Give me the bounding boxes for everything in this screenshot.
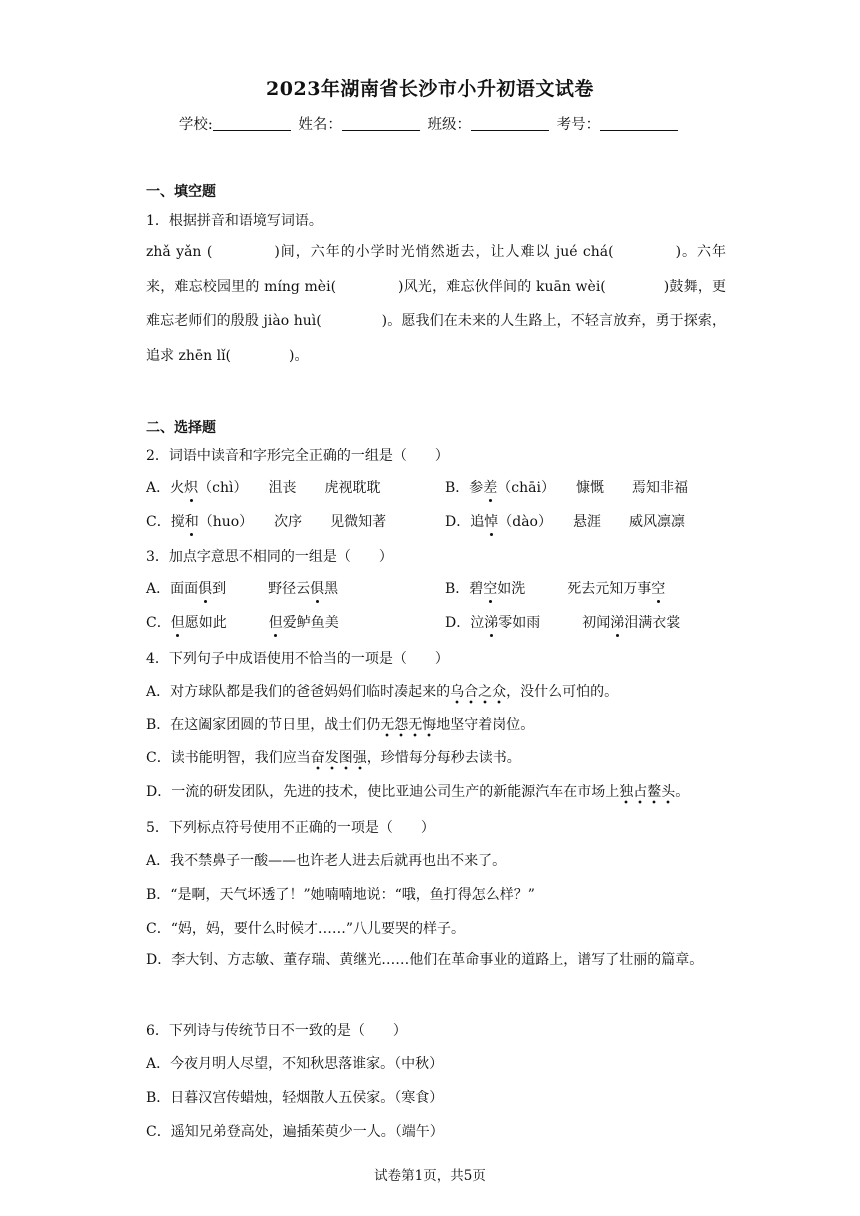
- question-1-stem: 1．根据拼音和语境写词语。: [146, 213, 323, 229]
- q5-option-c[interactable]: C．“妈，妈，要什么时候才……”八儿要哭的样子。: [146, 921, 466, 937]
- q1-part-2: )间，六年的小学时光悄然逝去，让人难以 jué chá(: [274, 244, 614, 260]
- dotted-idiom: 无怨无悔: [380, 717, 436, 738]
- question-2-stem: 2．词语中读音和字形完全正确的一组是（ ）: [146, 448, 449, 464]
- dotted-idiom: 奋发图强: [311, 750, 367, 771]
- q4-option-c[interactable]: C．读书能明智，我们应当奋发图强，珍惜每分每秒去读书。: [146, 747, 726, 767]
- question-1-paragraph: [146, 235, 726, 373]
- school-label: 学校:: [178, 117, 213, 133]
- q1-part-3: )。六年来，难忘校园里的 míng mèi(: [146, 244, 727, 295]
- q5-option-b[interactable]: B．“是啊，天气坏透了！”她喃喃地说：“哦，鱼打得怎么样？”: [146, 887, 535, 903]
- q6-option-c[interactable]: C．遥知兄弟登高处，遍插茱萸少一人。（端午）: [146, 1124, 444, 1140]
- question-3-stem: 3．加点字意思不相同的一组是（ ）: [146, 549, 393, 565]
- question-5-stem: 5．下列标点符号使用不正确的一项是（ ）: [146, 820, 435, 836]
- question-6-stem: 6．下列诗与传统节日不一致的是（ ）: [146, 1023, 407, 1039]
- q5-option-a[interactable]: A．我不禁鼻子一酸——也许老人进去后就再也出不来了。: [146, 853, 507, 869]
- school-blank[interactable]: [213, 116, 291, 131]
- q2-option-a[interactable]: A．火炽（chì） 沮丧 虎视耽耽: [146, 477, 380, 497]
- q3-option-a[interactable]: A．面面俱到 野径云俱黑: [146, 578, 338, 598]
- class-blank[interactable]: [471, 116, 549, 131]
- q4-option-b[interactable]: B．在这阖家团圆的节日里，战士们仍无怨无悔地坚守着岗位。: [146, 714, 726, 734]
- q2-option-b[interactable]: B．参差（chāi） 慷慨 焉知非福: [445, 477, 688, 497]
- exam-title: 2023年湖南省长沙市小升初语文试卷: [266, 78, 594, 100]
- section-heading-fill: 一、填空题: [146, 184, 216, 200]
- q1-part-4: )风光，难忘伙伴间的 kuān wèi(: [398, 278, 606, 295]
- q1-part-1: zhǎ yǎn (: [146, 244, 213, 260]
- name-label: 姓名：: [298, 117, 342, 133]
- q3-option-c[interactable]: C．但愿如此 但爱鲈鱼美: [146, 612, 339, 632]
- q1-part-7: )。: [289, 347, 309, 364]
- number-blank[interactable]: [600, 116, 678, 131]
- q2-option-c[interactable]: C．搅和（huo） 次序 见微知著: [146, 511, 386, 531]
- page-footer: 试卷第1页，共5页: [374, 1168, 486, 1184]
- dotted-idiom: 乌合之众: [450, 684, 506, 705]
- q1-part-5: )鼓舞，更难忘老师们的殷殷 jiào huì(: [146, 278, 727, 329]
- q6-option-a[interactable]: A．今夜月明人尽望，不知秋思落谁家。（中秋）: [146, 1056, 444, 1072]
- question-4-stem: 4．下列句子中成语使用不恰当的一项是（ ）: [146, 651, 449, 667]
- student-info-line: [0, 113, 860, 134]
- q3-option-b[interactable]: B．碧空如洗 死去元知万事空: [445, 578, 665, 598]
- q2-option-d[interactable]: D．追悼（dào） 悬涯 威风凛凛: [445, 511, 685, 531]
- q3-option-d[interactable]: D．泣涕零如雨 初闻涕泪满衣裳: [445, 612, 680, 632]
- name-blank[interactable]: [342, 116, 420, 131]
- q4-option-d[interactable]: D．一流的研发团队，先进的技术，使比亚迪公司生产的新能源汽车在市场上独占鳌头。: [146, 781, 726, 801]
- number-label: 考号：: [556, 117, 601, 133]
- q5-option-d[interactable]: D．李大钊、方志敏、董存瑞、黄继光……他们在革命事业的道路上，谱写了壮丽的篇章。: [146, 952, 704, 968]
- q4-option-a[interactable]: A．对方球队都是我们的爸爸妈妈们临时凑起来的乌合之众，没什么可怕的。: [146, 681, 726, 701]
- section-heading-choice: 二、选择题: [146, 420, 216, 436]
- class-label: 班级：: [427, 117, 471, 133]
- q6-option-b[interactable]: B．日暮汉宫传蜡烛，轻烟散人五侯家。（寒食）: [146, 1090, 444, 1106]
- q1-part-6: )。愿我们在未来的人生路上，不轻言放弃，勇于探索，追求 zhēn lǐ(: [146, 313, 727, 364]
- dotted-idiom: 独占鳌头: [619, 784, 675, 805]
